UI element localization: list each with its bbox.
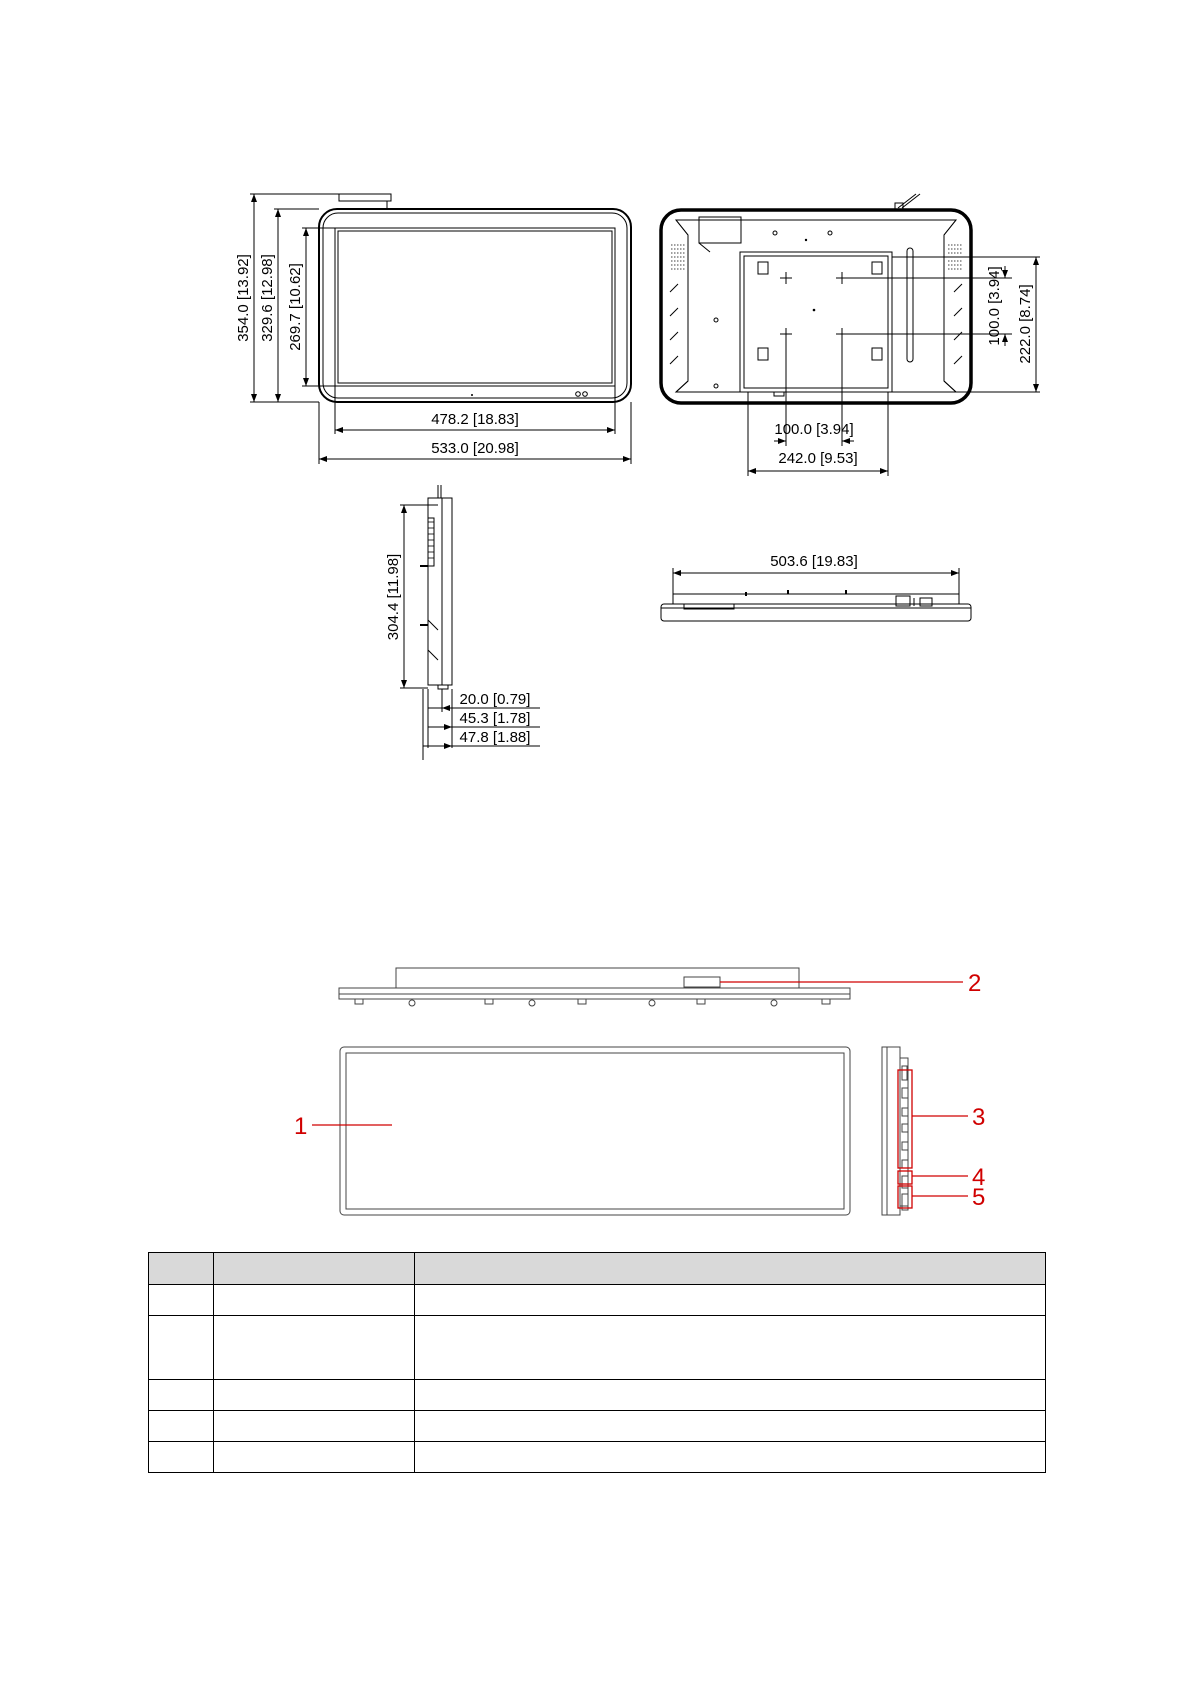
dim-top-width: 503.6 [19.83] xyxy=(770,553,858,570)
rear-view xyxy=(661,194,1040,476)
dim-bezel-height: 329.6 [12.98] xyxy=(259,254,276,342)
dim-depth-1: 20.0 [0.79] xyxy=(459,691,531,708)
table-row xyxy=(149,1442,1046,1473)
table-row xyxy=(149,1380,1046,1411)
table-cell xyxy=(214,1285,415,1316)
parts-table xyxy=(148,1252,1046,1473)
callout-1: 1 xyxy=(294,1113,308,1140)
side-view xyxy=(385,485,540,760)
table-header-cell xyxy=(149,1253,214,1285)
callout-views xyxy=(294,968,985,1215)
callout-4: 4 xyxy=(972,1164,986,1191)
callout-2: 2 xyxy=(968,970,982,997)
table-cell xyxy=(149,1285,214,1316)
table-cell xyxy=(214,1411,415,1442)
dim-bracket-height: 222.0 [8.74] xyxy=(1017,284,1034,364)
table-cell xyxy=(415,1316,1046,1380)
callout-3: 3 xyxy=(972,1104,986,1131)
table-header-cell xyxy=(415,1253,1046,1285)
table-cell xyxy=(214,1316,415,1380)
table-row xyxy=(149,1316,1046,1380)
dim-vesa-vertical: 100.0 [3.94] xyxy=(986,266,1003,346)
table-header-row xyxy=(149,1253,1046,1285)
top-view xyxy=(661,553,971,621)
table-cell xyxy=(214,1442,415,1473)
dim-overall-width: 533.0 [20.98] xyxy=(431,440,519,457)
table-cell xyxy=(149,1442,214,1473)
dim-screen-height: 269.7 [10.62] xyxy=(287,263,304,351)
table-cell xyxy=(415,1285,1046,1316)
table-row xyxy=(149,1285,1046,1316)
table-cell xyxy=(149,1380,214,1411)
front-view xyxy=(235,194,631,464)
table-cell xyxy=(415,1380,1046,1411)
table-cell xyxy=(415,1411,1046,1442)
table-row xyxy=(149,1411,1046,1442)
dim-bracket-width: 242.0 [9.53] xyxy=(778,450,858,467)
dim-depth-2: 45.3 [1.78] xyxy=(459,710,531,727)
dim-overall-height: 354.0 [13.92] xyxy=(235,254,252,342)
table-header-cell xyxy=(214,1253,415,1285)
callout-5: 5 xyxy=(972,1184,986,1211)
dim-side-height: 304.4 [11.98] xyxy=(385,553,402,641)
table-cell xyxy=(415,1442,1046,1473)
table-cell xyxy=(149,1316,214,1380)
table-cell xyxy=(214,1380,415,1411)
dim-depth-3: 47.8 [1.88] xyxy=(459,729,531,746)
dim-screen-width: 478.2 [18.83] xyxy=(431,411,519,428)
table-cell xyxy=(149,1411,214,1442)
dim-vesa-horizontal: 100.0 [3.94] xyxy=(774,421,854,438)
